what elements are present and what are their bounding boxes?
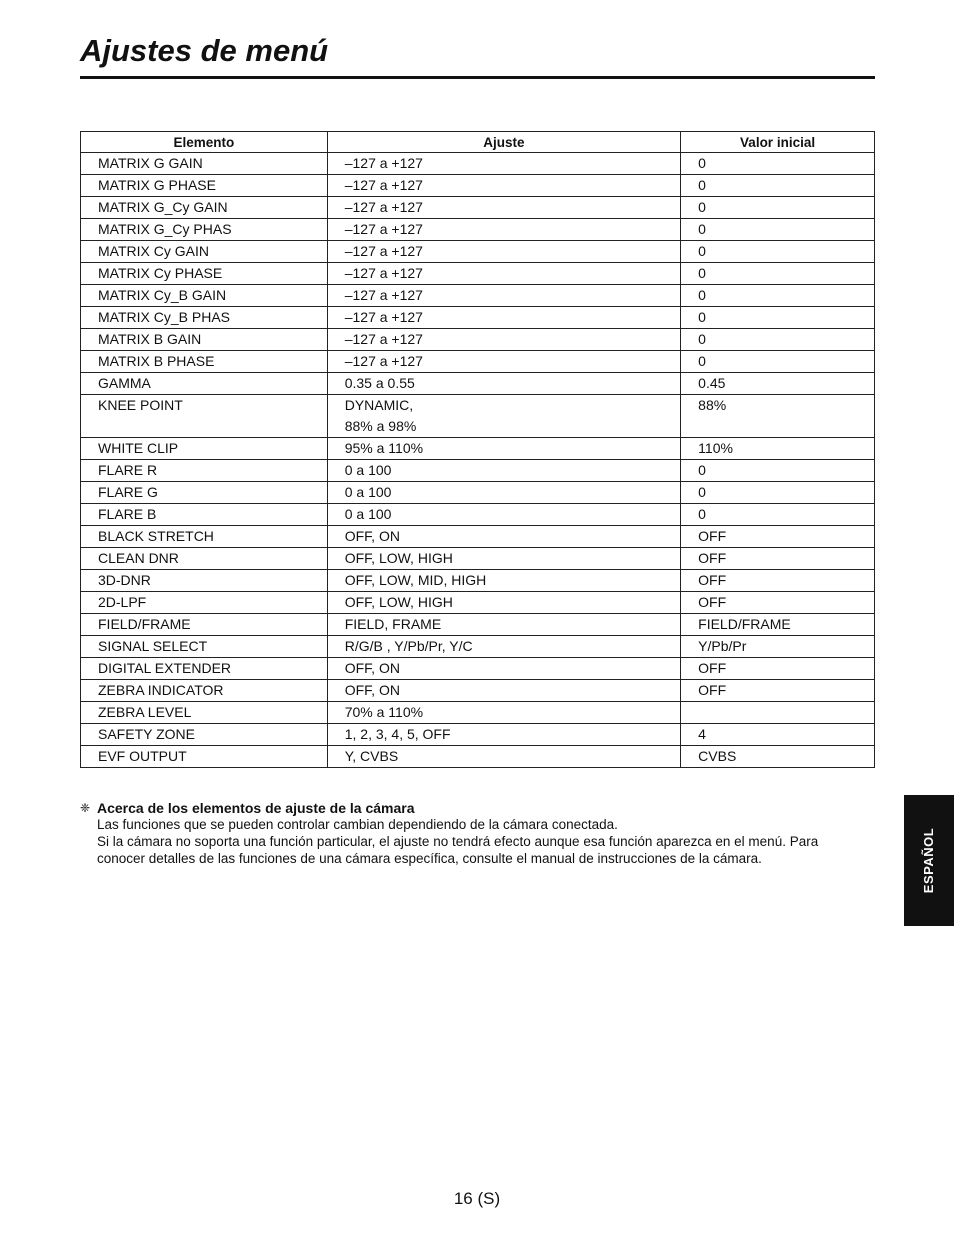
cell-ajuste — [327, 460, 680, 482]
cell-elemento: ZEBRA LEVEL — [81, 702, 328, 724]
table-row — [81, 351, 875, 373]
table-row — [81, 680, 875, 702]
page-number: 16 (S) — [453, 1189, 501, 1208]
cell-elemento: MATRIX Cy PHASE — [81, 263, 328, 285]
cell-valor-inicial: 0 — [681, 482, 875, 504]
cell-valor-inicial: 0 — [681, 219, 875, 241]
cell-elemento: MATRIX G GAIN — [81, 153, 328, 175]
cell-ajuste — [327, 724, 680, 746]
cell-ajuste — [327, 570, 680, 592]
cell-valor-inicial: 0 — [681, 241, 875, 263]
ajuste-line: –127 a +127 — [344, 199, 423, 215]
table-row — [81, 263, 875, 285]
cell-valor-inicial: 88% — [681, 395, 875, 438]
cell-valor-inicial: 0 — [681, 504, 875, 526]
cell-elemento: MATRIX B PHASE — [81, 351, 328, 373]
table-header-row — [81, 132, 875, 153]
table-row — [81, 219, 875, 241]
cell-ajuste — [327, 329, 680, 351]
ajuste-line: OFF, LOW, HIGH — [344, 550, 453, 566]
cell-ajuste — [327, 373, 680, 395]
ajuste-line: 88% a 98% — [344, 418, 417, 434]
ajuste-line: 1, 2, 3, 4, 5, OFF — [344, 726, 451, 742]
cell-elemento: 3D-DNR — [81, 570, 328, 592]
table-row — [81, 592, 875, 614]
cell-valor-inicial: OFF — [681, 680, 875, 702]
cell-elemento: MATRIX G_Cy GAIN — [81, 197, 328, 219]
page-title: Ajustes de menú — [80, 33, 329, 68]
cell-elemento: 2D-LPF — [81, 592, 328, 614]
table-row — [81, 570, 875, 592]
note-heading: Acerca de los elementos de ajuste de la cámara — [97, 800, 415, 816]
table-row — [81, 636, 875, 658]
ajuste-line: 70% a 110% — [344, 704, 424, 720]
table-row — [81, 482, 875, 504]
cell-elemento: MATRIX Cy_B GAIN — [81, 285, 328, 307]
cell-elemento: CLEAN DNR — [81, 548, 328, 570]
note-line: Las funciones que se pueden controlar cambian dependiendo de la cámara conectada. — [97, 817, 618, 832]
cell-elemento: FIELD/FRAME — [81, 614, 328, 636]
table-row — [81, 285, 875, 307]
table-row — [81, 746, 875, 768]
table-row — [81, 658, 875, 680]
table-row — [81, 307, 875, 329]
asterism-icon: ❈ — [80, 801, 91, 815]
cell-ajuste — [327, 351, 680, 373]
table-row — [81, 548, 875, 570]
cell-valor-inicial: OFF — [681, 570, 875, 592]
cell-valor-inicial: 0.45 — [681, 373, 875, 395]
cell-elemento: BLACK STRETCH — [81, 526, 328, 548]
table-body — [81, 153, 875, 768]
cell-valor-inicial: 0 — [681, 153, 875, 175]
ajuste-line: R/G/B , Y/Pb/Pr, Y/C — [344, 638, 473, 654]
cell-valor-inicial: OFF — [681, 526, 875, 548]
title-rule — [80, 76, 875, 79]
camera-settings-note — [80, 800, 860, 867]
header-elemento: Elemento — [81, 132, 328, 153]
cell-valor-inicial: OFF — [681, 548, 875, 570]
cell-valor-inicial: 0 — [681, 460, 875, 482]
cell-ajuste — [327, 482, 680, 504]
cell-valor-inicial: Y/Pb/Pr — [681, 636, 875, 658]
table-row — [81, 438, 875, 460]
cell-ajuste — [327, 241, 680, 263]
ajuste-line: –127 a +127 — [344, 331, 423, 347]
cell-ajuste — [327, 614, 680, 636]
note-line: Si la cámara no soporta una función particular, el ajuste no tendrá efecto aunque esa función aparezca en el menú. Para conocer detalles de las funciones de una cámara específica, consulte el manual de instrucciones de la cámara. — [97, 834, 819, 866]
language-side-tab — [904, 795, 954, 926]
ajuste-line: OFF, ON — [344, 660, 400, 676]
cell-elemento: DIGITAL EXTENDER — [81, 658, 328, 680]
cell-valor-inicial: FIELD/FRAME — [681, 614, 875, 636]
cell-elemento: FLARE G — [81, 482, 328, 504]
ajuste-line: –127 a +127 — [344, 265, 423, 281]
note-body — [80, 816, 860, 867]
table-row — [81, 153, 875, 175]
cell-valor-inicial: 0 — [681, 175, 875, 197]
cell-ajuste — [327, 702, 680, 724]
cell-elemento: EVF OUTPUT — [81, 746, 328, 768]
table-row — [81, 241, 875, 263]
cell-elemento: KNEE POINT — [81, 395, 328, 438]
cell-elemento: ZEBRA INDICATOR — [81, 680, 328, 702]
cell-valor-inicial: 0 — [681, 285, 875, 307]
table-row — [81, 526, 875, 548]
cell-ajuste — [327, 197, 680, 219]
table-row — [81, 373, 875, 395]
cell-valor-inicial: 0 — [681, 263, 875, 285]
ajuste-line: OFF, LOW, MID, HIGH — [344, 572, 487, 588]
cell-valor-inicial: 0 — [681, 307, 875, 329]
table-row — [81, 504, 875, 526]
cell-elemento: SAFETY ZONE — [81, 724, 328, 746]
ajuste-line: 0 a 100 — [344, 484, 392, 500]
cell-valor-inicial: 110% — [681, 438, 875, 460]
ajuste-line: –127 a +127 — [344, 177, 423, 193]
language-tab-label: ESPAÑOL — [921, 827, 937, 894]
table-row — [81, 329, 875, 351]
cell-ajuste — [327, 175, 680, 197]
note-heading-row — [80, 800, 860, 816]
table-row — [81, 614, 875, 636]
ajuste-line: OFF, LOW, HIGH — [344, 594, 453, 610]
cell-valor-inicial: 0 — [681, 329, 875, 351]
ajuste-line: Y, CVBS — [344, 748, 399, 764]
ajuste-line: –127 a +127 — [344, 309, 423, 325]
cell-valor-inicial: OFF — [681, 592, 875, 614]
ajuste-line: OFF, ON — [344, 682, 400, 698]
cell-elemento: FLARE B — [81, 504, 328, 526]
cell-ajuste — [327, 395, 680, 438]
cell-ajuste — [327, 592, 680, 614]
cell-ajuste — [327, 548, 680, 570]
menu-settings-table — [80, 131, 875, 768]
cell-valor-inicial: 0 — [681, 197, 875, 219]
ajuste-line: FIELD, FRAME — [344, 616, 442, 632]
cell-elemento: MATRIX G PHASE — [81, 175, 328, 197]
cell-ajuste — [327, 680, 680, 702]
cell-valor-inicial: CVBS — [681, 746, 875, 768]
cell-ajuste — [327, 219, 680, 241]
ajuste-line: 0.35 a 0.55 — [344, 375, 415, 391]
table-row — [81, 702, 875, 724]
table-row — [81, 197, 875, 219]
ajuste-line: –127 a +127 — [344, 243, 423, 259]
ajuste-line: –127 a +127 — [344, 287, 423, 303]
cell-valor-inicial — [681, 702, 875, 724]
ajuste-line: –127 a +127 — [344, 221, 423, 237]
cell-valor-inicial: 0 — [681, 351, 875, 373]
ajuste-line: 95% a 110% — [344, 440, 424, 456]
cell-ajuste — [327, 263, 680, 285]
table-row — [81, 175, 875, 197]
cell-elemento: MATRIX G_Cy PHAS — [81, 219, 328, 241]
cell-ajuste — [327, 307, 680, 329]
cell-ajuste — [327, 153, 680, 175]
table-row — [81, 460, 875, 482]
cell-ajuste — [327, 526, 680, 548]
cell-elemento: GAMMA — [81, 373, 328, 395]
ajuste-line: –127 a +127 — [344, 155, 423, 171]
cell-elemento: MATRIX B GAIN — [81, 329, 328, 351]
header-ajuste: Ajuste — [327, 132, 680, 153]
cell-ajuste — [327, 746, 680, 768]
cell-ajuste — [327, 438, 680, 460]
cell-ajuste — [327, 658, 680, 680]
cell-valor-inicial: 4 — [681, 724, 875, 746]
ajuste-line: DYNAMIC, — [344, 397, 414, 413]
ajuste-line: OFF, ON — [344, 528, 400, 544]
cell-elemento: MATRIX Cy_B PHAS — [81, 307, 328, 329]
cell-ajuste — [327, 285, 680, 307]
cell-ajuste — [327, 504, 680, 526]
table-row — [81, 724, 875, 746]
cell-elemento: SIGNAL SELECT — [81, 636, 328, 658]
cell-elemento: WHITE CLIP — [81, 438, 328, 460]
ajuste-line: –127 a +127 — [344, 353, 423, 369]
cell-valor-inicial: OFF — [681, 658, 875, 680]
cell-elemento: MATRIX Cy GAIN — [81, 241, 328, 263]
ajuste-line: 0 a 100 — [344, 462, 392, 478]
header-valor-inicial: Valor inicial — [681, 132, 875, 153]
table-row — [81, 395, 875, 438]
cell-elemento: FLARE R — [81, 460, 328, 482]
cell-ajuste — [327, 636, 680, 658]
ajuste-line: 0 a 100 — [344, 506, 392, 522]
